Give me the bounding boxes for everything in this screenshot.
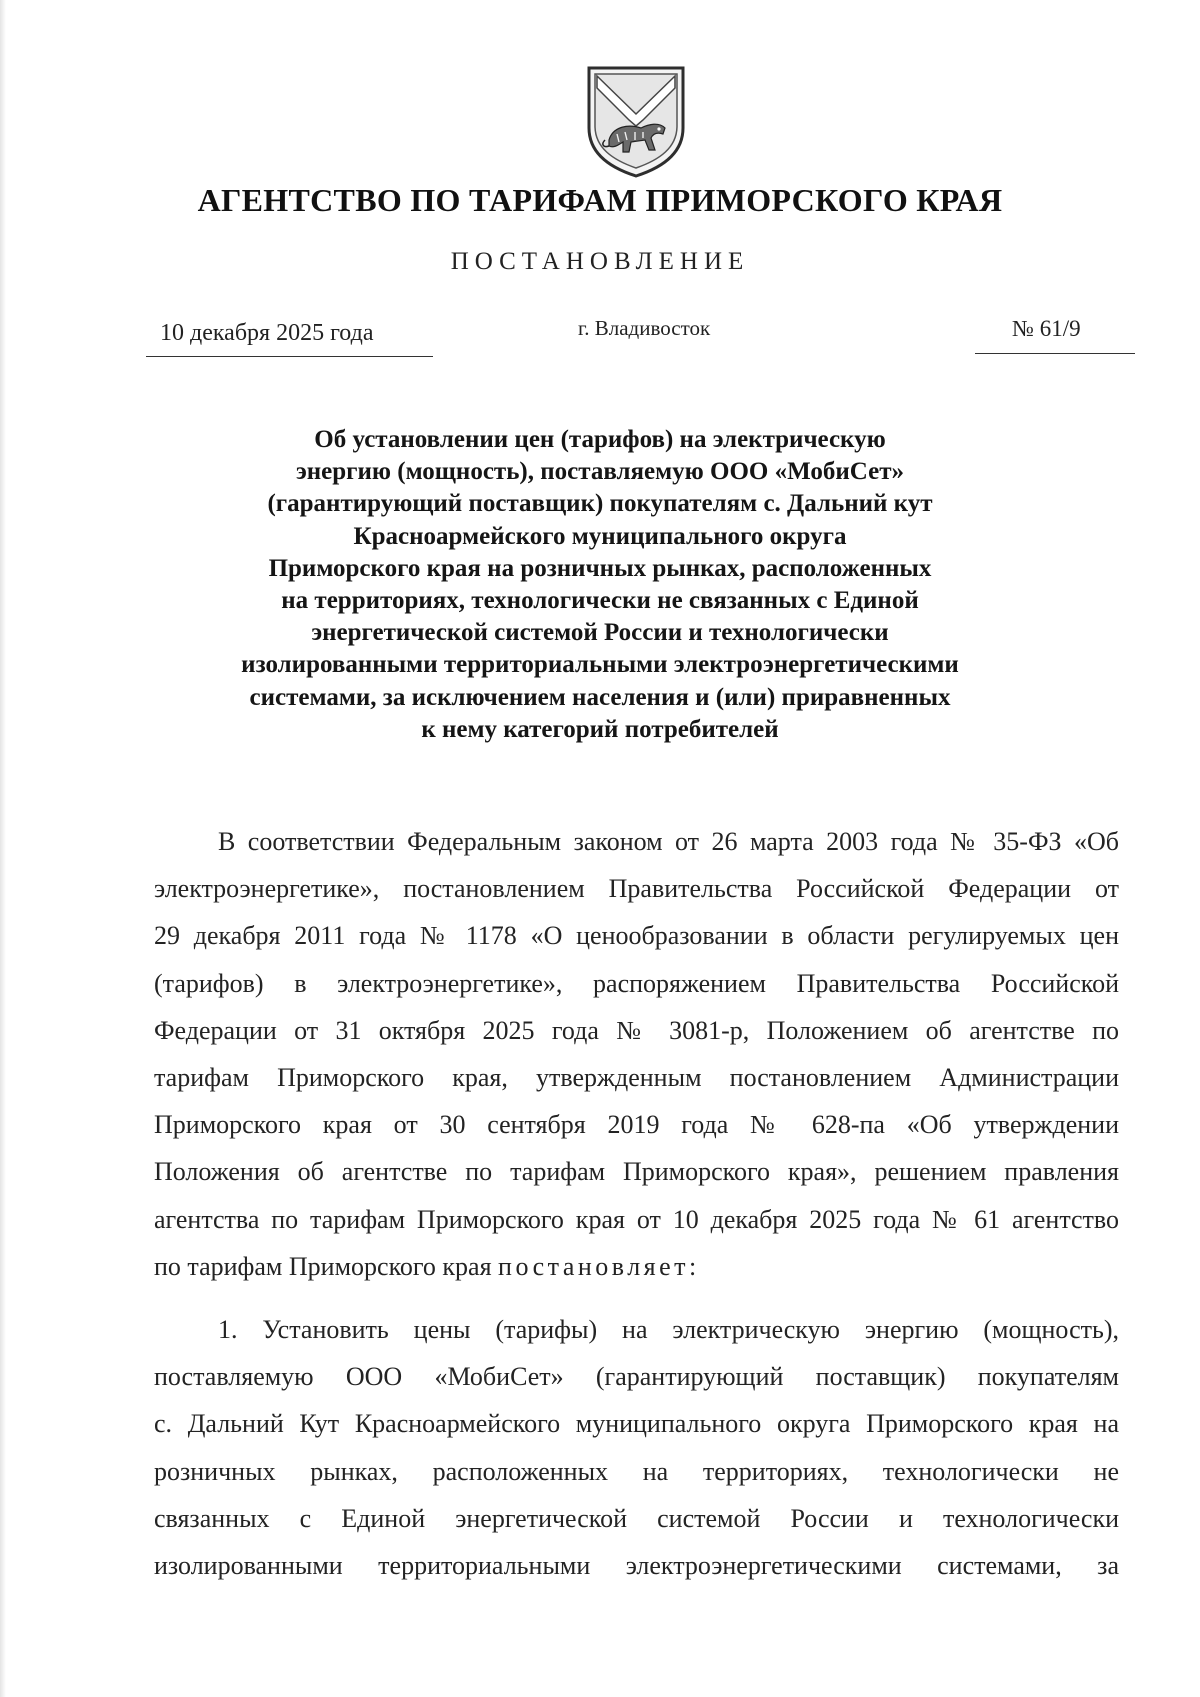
clause-line: 1. Установить цены (тарифы) на электрическую энергию (мощность), xyxy=(218,1315,1119,1344)
title-line: Об установлении цен (тарифов) на электрическую xyxy=(314,426,886,453)
date-underline xyxy=(146,356,433,357)
number-underline xyxy=(975,353,1135,354)
title-line: Приморского края на розничных рынках, расположенных xyxy=(268,554,932,582)
title-line: энергетической системой России и технологически xyxy=(311,619,889,647)
title-line: системами, за исключением населения и (или) приравненных xyxy=(249,683,951,711)
preamble-line: агентства по тарифам Приморского края от 10 декабря 2025 года № 61 агентство xyxy=(154,1204,1119,1234)
preamble-line: В соответствии Федеральным законом от 26 марта 2003 года № 35-ФЗ «Об xyxy=(218,827,1119,856)
preamble-line: тарифам Приморского края, утвержденным постановлением Администрации xyxy=(154,1063,1119,1093)
preamble-line: Положения об агентстве по тарифам Приморского края», решением правления xyxy=(154,1157,1119,1187)
clause-line: розничных рынках, расположенных на территориях, технологически не xyxy=(154,1456,1119,1486)
document-title xyxy=(180,424,1020,746)
clause-line: изолированными территориальными электроэнергетическими системами, за xyxy=(154,1551,1119,1581)
document-date: 10 декабря 2025 года xyxy=(160,320,374,346)
resolves-word: постановляет: xyxy=(498,1251,700,1281)
clause-line: поставляемую ООО «МобиСет» (гарантирующий поставщик) покупателям xyxy=(154,1362,1119,1392)
clause-1-paragraph xyxy=(154,1306,1119,1589)
preamble-line: электроэнергетике», постановлением Правительства Российской Федерации от xyxy=(154,874,1119,904)
preamble-line: Федерации от 31 октября 2025 года № 3081-р, Положением об агентстве по xyxy=(154,1015,1119,1045)
preamble-line: Приморского края от 30 сентября 2019 года № 628-па «Об утверждении xyxy=(154,1110,1119,1140)
document-city: г. Владивосток xyxy=(578,316,711,340)
title-line: изолированными территориальными электроэнергетическими xyxy=(241,651,959,679)
title-line: (гарантирующий поставщик) покупателям с. Дальний кут xyxy=(267,490,933,518)
title-line: Красноармейского муниципального округа xyxy=(353,522,847,550)
title-line: на территориях, технологически не связанных с Единой xyxy=(281,587,919,615)
clause-line: связанных с Единой энергетической системой России и технологически xyxy=(154,1503,1119,1533)
preamble-paragraph xyxy=(154,818,1119,1290)
agency-name: АГЕНТСТВО ПО ТАРИФАМ ПРИМОРСКОГО КРАЯ xyxy=(197,182,1003,218)
preamble-line: (тарифов) в электроэнергетике», распоряжением Правительства Российской xyxy=(154,968,1119,998)
title-line: к нему категорий потребителей xyxy=(421,715,779,743)
clause-line: с. Дальний Кут Красноармейского муниципального округа Приморского края на xyxy=(154,1409,1119,1439)
title-line: энергию (мощность), поставляемую ООО «МобиСет» xyxy=(295,458,905,486)
document-number: № 61/9 xyxy=(1012,316,1081,341)
preamble-final-prefix: по тарифам Приморского края xyxy=(154,1251,492,1281)
preamble-line: 29 декабря 2011 года № 1178 «О ценообразовании в области регулируемых цен xyxy=(154,921,1119,951)
coat-of-arms-icon xyxy=(583,62,689,180)
preamble-final-line xyxy=(154,1243,1119,1290)
document-type: ПОСТАНОВЛЕНИЕ xyxy=(450,248,750,275)
